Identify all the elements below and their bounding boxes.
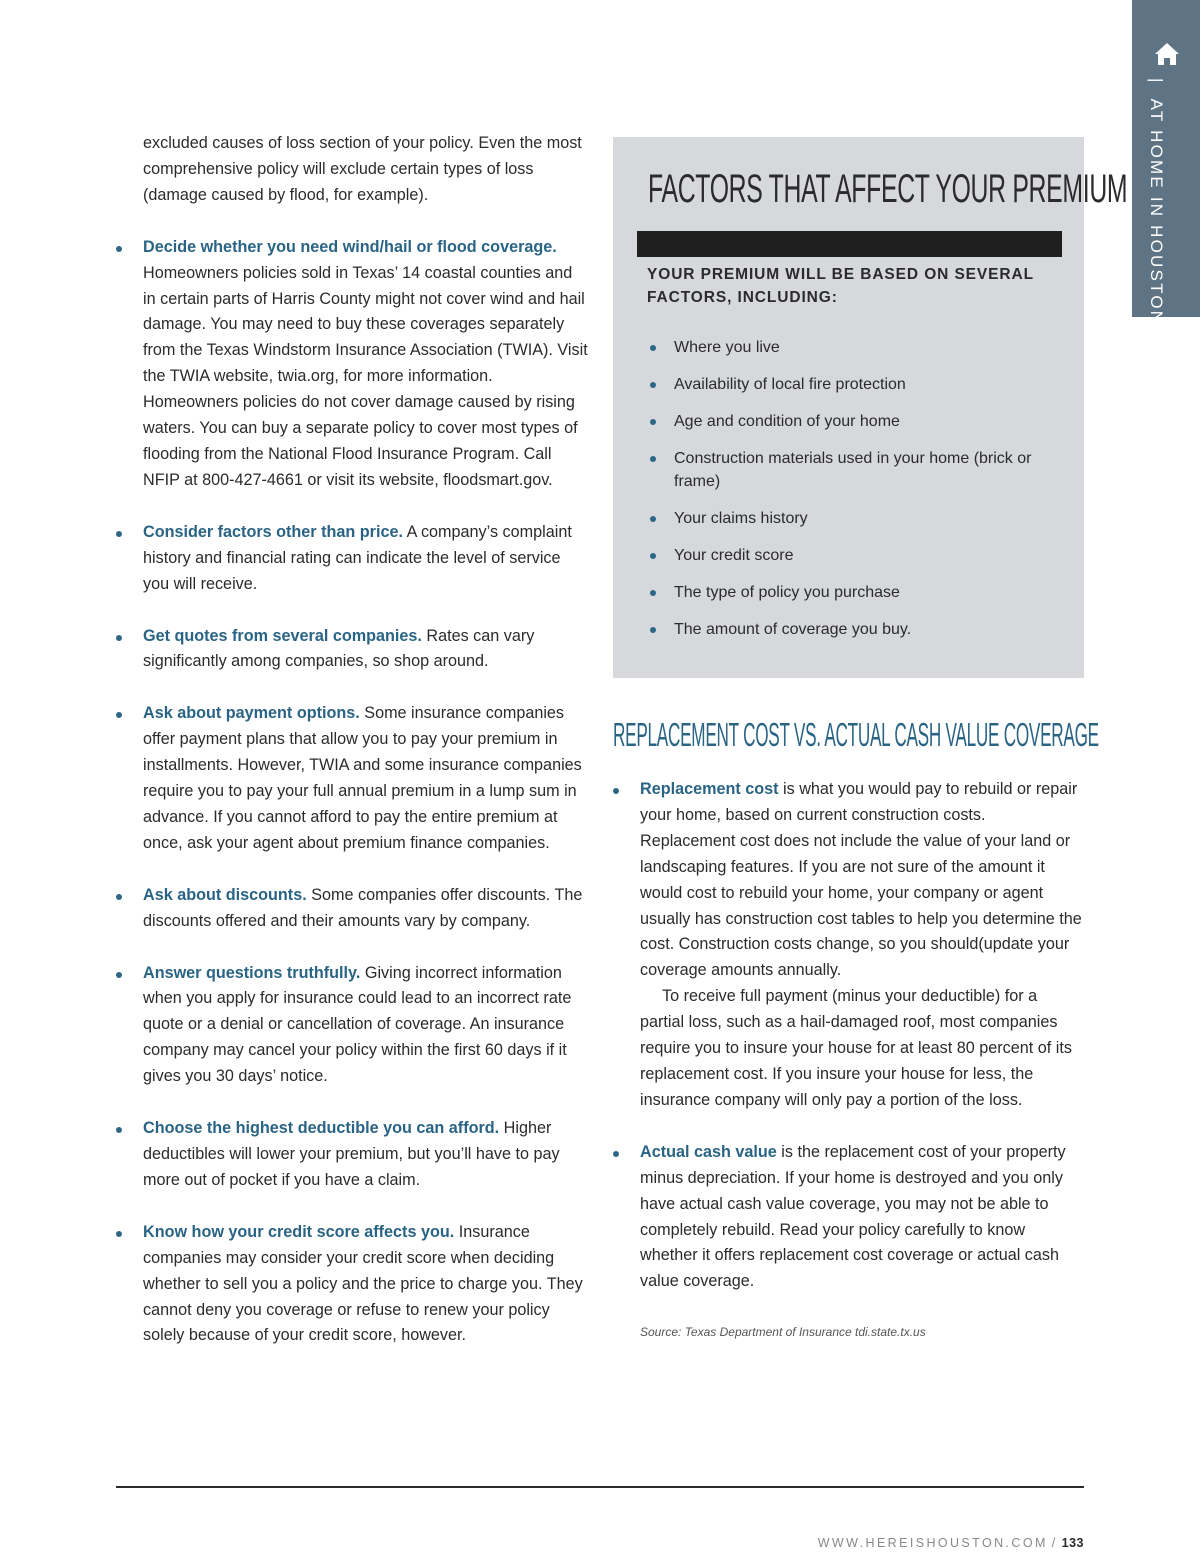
- tip-item: [116, 520, 588, 598]
- coverage-text: is what you would pay to rebuild or repair your home, based on current construction costs. Replacement cost does not include the value of your land or landscaping features. If you are not sure of the amount it would cost to rebuild your home, your company or agent usually has construction cost tables to help you determine the cost. Construction costs change, so you should(update your coverage amounts annually.: [640, 780, 1082, 980]
- factor-item: [648, 410, 1058, 433]
- factor-item: [648, 618, 1058, 641]
- factor-item: [648, 581, 1058, 604]
- bullet-icon: [650, 553, 656, 559]
- tip-text: Insurance companies may consider your credit score when deciding whether to sell you a policy and the price to charge you. They cannot deny you coverage or refuse to renew your policy solely because of your credit score, however.: [143, 1222, 583, 1345]
- bullet-icon: [116, 972, 122, 978]
- factors-title: FACTORS THAT AFFECT YOUR PREMIUM: [648, 167, 1128, 211]
- bullet-icon: [116, 894, 122, 900]
- bullet-icon: [116, 1231, 122, 1237]
- home-icon: [1154, 42, 1180, 66]
- bullet-icon: [650, 419, 656, 425]
- bullet-icon: [650, 516, 656, 522]
- right-column: [613, 777, 1083, 1321]
- tip-lead: Answer questions truthfully.: [143, 963, 361, 982]
- tip-text: A company’s complaint history and financial rating can indicate the level of service you will receive.: [143, 522, 572, 593]
- factors-subtitle: YOUR PREMIUM WILL BE BASED ON SEVERAL FACTORS, INCLUDING:: [647, 266, 1034, 306]
- footer: [818, 1536, 1084, 1550]
- intro-paragraph: excluded causes of loss section of your policy. Even the most comprehensive policy will exclude certain types of loss (damage caused by flood, for example).: [143, 134, 582, 204]
- bullet-icon: [650, 382, 656, 388]
- coverage-lead: Actual cash value: [640, 1142, 777, 1161]
- factor-text: Availability of local fire protection: [674, 376, 906, 393]
- coverage-item: [613, 1140, 1083, 1295]
- factor-text: Construction materials used in your home (brick or frame): [674, 450, 1032, 490]
- left-column: [116, 131, 588, 1375]
- tip-lead: Decide whether you need wind/hail or flood coverage.: [143, 237, 557, 256]
- bullet-icon: [613, 1151, 619, 1157]
- tip-text: Giving incorrect information when you apply for insurance could lead to an incorrect rate quote or a denial or cancellation of coverage. An insurance company may cancel your policy within the first 60 days if it gives you 30 days’ notice.: [143, 963, 572, 1086]
- replacement-section-title: REPLACEMENT COST VS. ACTUAL CASH VALUE COVERAGE: [613, 716, 1099, 753]
- tip-lead: Choose the highest deductible you can afford.: [143, 1119, 500, 1138]
- tip-lead: Ask about payment options.: [143, 704, 360, 723]
- section-side-tab: [1132, 0, 1200, 326]
- factor-text: The amount of coverage you buy.: [674, 621, 912, 638]
- tip-lead: Know how your credit score affects you.: [143, 1222, 455, 1241]
- factor-item: [648, 447, 1058, 493]
- tip-lead: Get quotes from several companies.: [143, 626, 422, 645]
- section-label: [1146, 78, 1166, 325]
- coverage-text-continued: To receive full payment (minus your deductible) for a partial loss, such as a hail-damaged roof, most companies require you to insure your house for at least 80 percent of its replacement cost. If you insure your house for less, the insurance company will only pay a portion of the loss.: [640, 987, 1072, 1109]
- tip-text: Homeowners policies sold in Texas’ 14 coastal counties and in certain parts of Harris County might not cover wind and hail damage. You may need to buy these coverages separately from the Texas Windstorm Insurance Association (TWIA). Visit the TWIA website, twia.org, for more information. Homeowners policies do not cover damage caused by rising waters. You can buy a separate policy to cover most types of flooding from the National Flood Insurance Program. Call NFIP at 800-427-4661 or visit its website, floodsmart.gov.: [143, 263, 588, 489]
- coverage-text: is the replacement cost of your property minus depreciation. If your home is destroyed and you only have actual cash value coverage, you may not be able to completely rebuild. Read your policy carefully to know whether it offers replacement cost coverage or actual cash value coverage.: [640, 1142, 1066, 1291]
- factor-item: [648, 544, 1058, 567]
- tip-item: [116, 1116, 588, 1194]
- tip-lead: Ask about discounts.: [143, 885, 307, 904]
- tip-item: [116, 235, 588, 494]
- factor-text: Age and condition of your home: [674, 413, 900, 430]
- factor-text: Your credit score: [674, 547, 794, 564]
- bullet-icon: [116, 635, 122, 641]
- tip-lead: Consider factors other than price.: [143, 522, 403, 541]
- tip-text: Higher deductibles will lower your premium, but you’ll have to pay more out of pocket if you have a claim.: [143, 1119, 560, 1189]
- bullet-icon: [650, 345, 656, 351]
- section-label-text: AT HOME IN HOUSTON: [1147, 98, 1166, 326]
- factor-item: [648, 507, 1058, 530]
- factor-item: [648, 336, 1058, 359]
- bullet-icon: [650, 627, 656, 633]
- factor-text: The type of policy you purchase: [674, 584, 900, 601]
- tip-text: Rates can vary significantly among companies, so shop around.: [143, 626, 535, 671]
- footer-url[interactable]: WWW.HEREISHOUSTON.COM: [817, 1536, 1048, 1550]
- tip-item: [116, 1220, 588, 1350]
- bullet-icon: [116, 531, 122, 537]
- factor-text: Where you live: [674, 339, 780, 356]
- tip-item: [116, 961, 588, 1091]
- bullet-icon: [613, 788, 619, 794]
- coverage-item: [613, 777, 1083, 1114]
- tip-text: Some insurance companies offer payment plans that allow you to pay your premium in installments. However, TWIA and some insurance companies require you to pay your full annual premium in a lump sum in advance. If you cannot afford to pay the entire premium at once, ask your agent about premium finance companies.: [143, 704, 582, 852]
- footer-separator: /: [1051, 1536, 1058, 1550]
- factor-text: Your claims history: [674, 510, 808, 527]
- footer-divider: [116, 1486, 1084, 1488]
- bullet-icon: [116, 712, 122, 718]
- tip-text: Some companies offer discounts. The discounts offered and their amounts vary by company.: [143, 885, 583, 930]
- bullet-icon: [650, 590, 656, 596]
- title-underline-bar: [637, 231, 1062, 257]
- tip-item: [116, 883, 588, 935]
- bullet-icon: [650, 456, 656, 462]
- tip-item: [116, 624, 588, 676]
- section-label-divider: |: [1147, 78, 1166, 85]
- coverage-lead: Replacement cost: [640, 780, 779, 798]
- bullet-icon: [116, 1127, 122, 1133]
- factors-sidebar: [613, 137, 1128, 678]
- source-citation: Source: Texas Department of Insurance tdi.state.tx.us: [640, 1325, 926, 1339]
- factor-item: [648, 373, 1058, 396]
- page-number: 133: [1061, 1536, 1084, 1550]
- factors-list: [648, 336, 1058, 655]
- tip-item: [116, 701, 588, 856]
- bullet-icon: [116, 246, 122, 252]
